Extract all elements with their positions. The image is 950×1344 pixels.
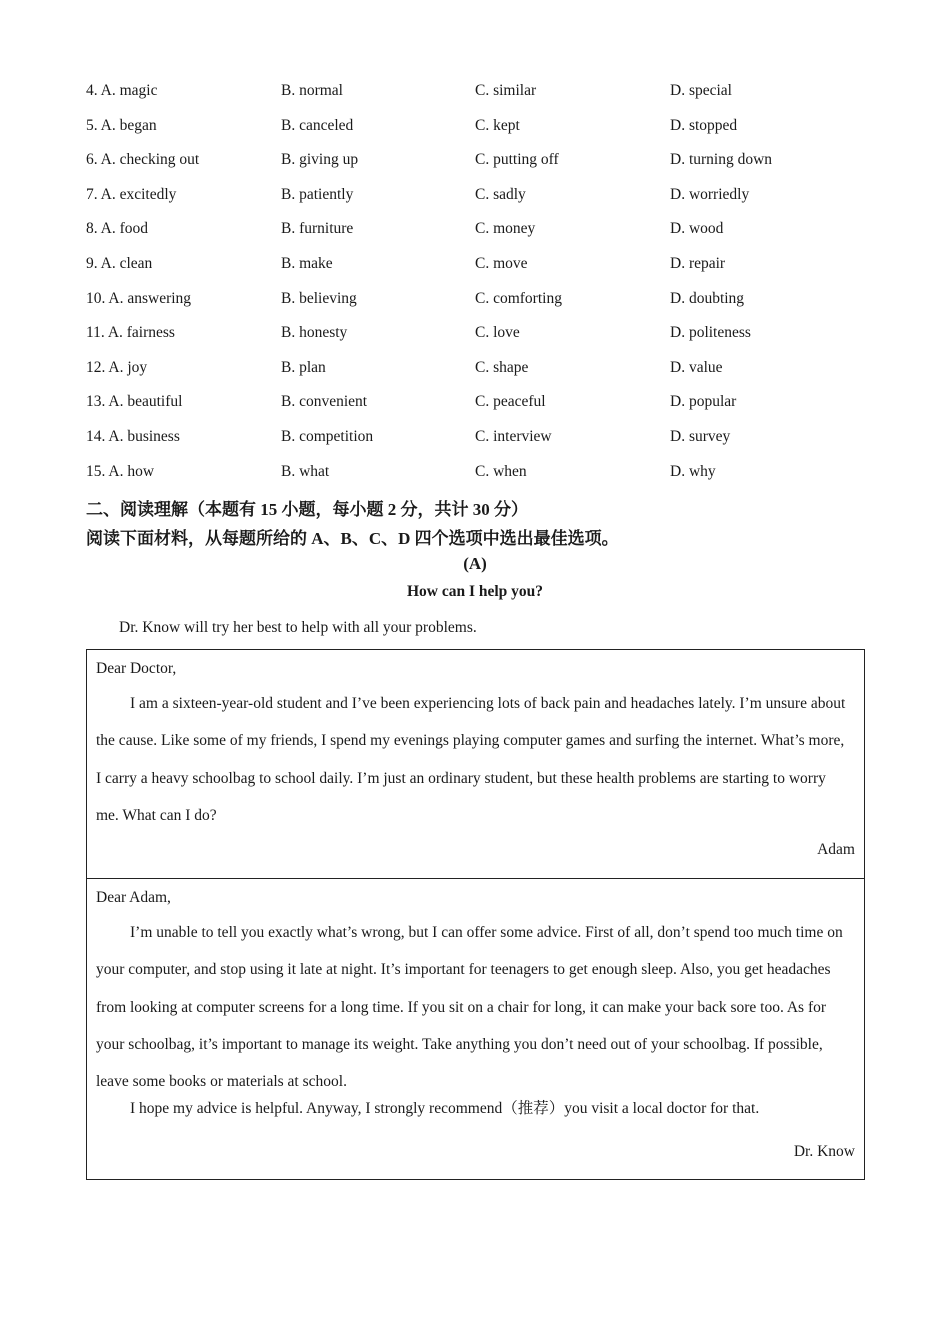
option-d: D. survey [670,428,731,445]
option-d: D. turning down [670,151,773,169]
option-b: B. normal [281,82,343,99]
option-row [86,151,866,175]
letter2-salutation: Dear Adam, [96,889,171,906]
option-d: D. why [670,462,716,480]
option-a: 10. A. answering [86,289,192,307]
option-c: C. interview [475,428,552,445]
option-b: B. furniture [281,220,354,238]
passage-title: How can I help you? [406,583,544,600]
option-c: C. sadly [475,185,526,203]
option-b: B. make [281,255,333,272]
letter1-salutation: Dear Doctor, [96,660,177,677]
option-d: D. popular [670,393,737,411]
option-b: B. what [281,462,330,480]
letter1-signature: Adam [817,841,855,858]
letter-to-doctor [86,649,865,879]
option-a: 11. A. fairness [86,324,175,342]
option-d: D. wood [670,220,724,238]
option-a: 9. A. clean [86,255,153,272]
letter-to-adam [86,878,865,1180]
option-c: C. money [475,220,536,238]
letter2-closing: I hope my advice is helpful. Anyway, I strongly recommend（推荐）you visit a local doctor for that. [130,1100,760,1117]
option-row [86,186,866,210]
option-row [86,359,866,383]
option-d: D. repair [670,255,726,272]
letter2-signature: Dr. Know [793,1143,855,1160]
option-d: D. special [670,82,732,99]
option-row [86,290,866,314]
option-b: B. canceled [281,116,354,134]
section-title: 二、阅读理解（本题有 15 小题，每小题 2 分，共计 30 分） [86,500,528,519]
option-row [86,324,866,348]
option-a: 15. A. how [86,462,155,480]
option-b: B. honesty [281,324,348,342]
passage-intro: Dr. Know will try her best to help with all your problems. [119,619,477,636]
option-a: 12. A. joy [86,358,148,376]
option-b: B. plan [281,358,326,376]
option-d: D. doubting [670,289,745,307]
option-a: 13. A. beautiful [86,393,183,411]
option-c: C. comforting [475,289,562,307]
option-row [86,82,866,106]
option-c: C. move [475,255,528,272]
option-c: C. when [475,462,527,480]
option-d: D. worriedly [670,185,750,203]
option-c: C. peaceful [475,393,546,411]
option-d: D. politeness [670,324,751,342]
option-c: C. shape [475,358,529,376]
option-c: C. putting off [475,151,559,169]
option-d: D. value [670,358,723,376]
option-b: B. competition [281,428,374,445]
option-a: 8. A. food [86,220,148,238]
option-row [86,117,866,141]
option-b: B. giving up [281,151,359,169]
option-row [86,393,866,417]
option-a: 4. A. magic [86,82,158,99]
option-c: C. kept [475,116,520,134]
option-b: B. patiently [281,185,354,203]
letter2-body: I’m unable to tell you exactly what’s wrong, but I can offer some advice. First of all, don’t spend too much time on your computer, and stop using it late at night. It’s important for teenagers to get enough sleep. Also, you get headaches from looking at computer screens for a long time. If you sit on a chair for long, it can make your back sore too. As for your schoolbag, it’s important to manage its weight. Take anything you don’t need out of your schoolbag. If possible, leave some books or materials at school. [96,924,843,1091]
option-row [86,428,866,452]
option-row [86,255,866,279]
option-a: 14. A. business [86,428,180,445]
option-row [86,463,866,487]
option-c: C. similar [475,82,537,99]
option-a: 7. A. excitedly [86,185,177,203]
option-a: 5. A. began [86,116,157,134]
section-instruction: 阅读下面材料，从每题所给的 A、B、C、D 四个选项中选出最佳选项。 [86,529,619,548]
option-row [86,220,866,244]
part-label: (A) [463,554,487,573]
option-b: B. believing [281,289,357,307]
letter1-body: I am a sixteen-year-old student and I’ve been experiencing lots of back pain and headaches lately. I’m unsure about the cause. Like some of my friends, I spend my evenings playing computer games and surfing the internet. What’s more, I carry a heavy schoolbag to school daily. I’m just an ordinary student, but these health problems are starting to worry me. What can I do? [96,695,846,824]
option-c: C. love [475,324,520,342]
option-d: D. stopped [670,116,738,134]
option-b: B. convenient [281,393,368,411]
option-a: 6. A. checking out [86,151,200,169]
